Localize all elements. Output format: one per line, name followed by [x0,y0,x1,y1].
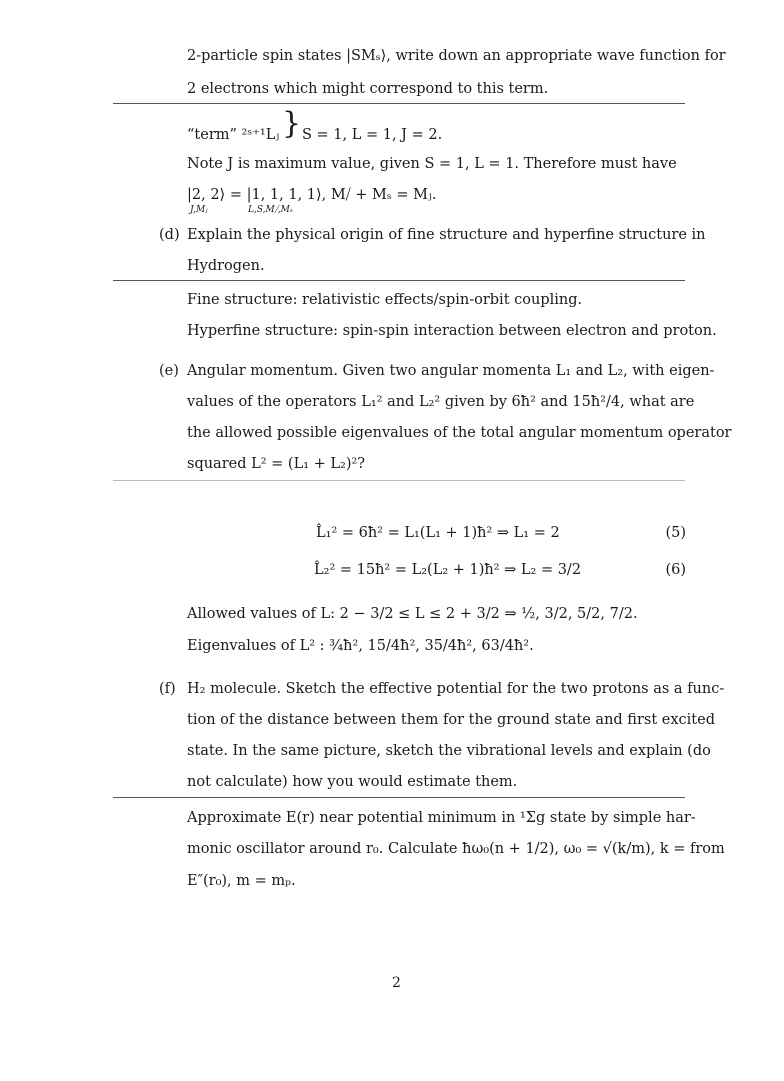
answer-e-allowed-values: Allowed values of L: 2 − 3/2 ≤ L ≤ 2 + 3/2 ⇒ ½, 3/2, 5/2, 7/2. [187,606,638,622]
question-d-line-1: Explain the physical origin of fine structure and hyperfine structure in [187,227,706,243]
answer-f-line-2: monic oscillator around r₀. Calculate ħω₀(n + 1/2), ω₀ = √(k/m), k = from [187,841,725,857]
answer-f-line-3: E″(r₀), m = mₚ. [187,873,296,889]
answer-f-line-1: Approximate E(r) near potential minimum in ¹Σg state by simple har- [187,810,696,826]
intro-line-2: 2 electrons which might correspond to this term. [187,81,549,97]
question-e-line-2: values of the operators L₁² and L₂² given by 6ħ² and 15ħ²/4, what are [187,394,695,410]
question-e-line-3: the allowed possible eigenvalues of the total angular momentum operator [187,425,732,441]
question-f-line-3: state. In the same picture, sketch the vibrational levels and explain (do [187,743,711,759]
question-f-line-1: H₂ molecule. Sketch the effective potential for the two protons as a func- [187,681,725,697]
section-rule [113,797,685,798]
equation-6-number: (6) [665,562,686,578]
answer-c-line-1: “term” ²ˢ⁺¹Lⱼ [187,127,280,143]
question-f-line-2: tion of the distance between them for the ground state and first excited [187,712,715,728]
equation-5: L̂₁² = 6ħ² = L₁(L₁ + 1)ħ² ⇒ L₁ = 2 [316,525,560,541]
question-e-line-4: squared L² = (L₁ + L₂)²? [187,456,366,472]
brace-glyph: } [282,106,302,141]
question-f-line-4: not calculate) how you would estimate them. [187,774,518,790]
intro-line-1: 2-particle spin states |SMₛ⟩, write down an appropriate wave function for [187,48,726,64]
question-d-label: (d) [159,227,180,243]
answer-c-line-2: Note J is maximum value, given S = 1, L = 1. Therefore must have [187,156,677,172]
equation-6: L̂₂² = 15ħ² = L₂(L₂ + 1)ħ² ⇒ L₂ = 3/2 [314,562,582,578]
section-rule [113,103,685,104]
answer-c-subscript-1: J,Mⱼ [190,205,208,215]
answer-d-line-2: Hyperfine structure: spin-spin interaction between electron and proton. [187,323,717,339]
question-e-line-1: Angular momentum. Given two angular momenta L₁ and L₂, with eigen- [187,363,715,379]
question-d-line-2: Hydrogen. [187,258,265,274]
page-number: 2 [392,975,401,991]
section-rule [113,480,685,481]
answer-e-eigenvalues: Eigenvalues of L² : ¾ħ², 15/4ħ², 35/4ħ², 63/4ħ². [187,638,534,654]
answer-c-line-3: |2, 2⟩ = |1, 1, 1, 1⟩, M⧸ + Mₛ = Mⱼ. [187,187,437,203]
question-f-label: (f) [159,681,176,697]
answer-c-line-1-rest: S = 1, L = 1, J = 2. [302,127,443,143]
equation-5-number: (5) [665,525,686,541]
question-e-label: (e) [159,363,179,379]
section-rule [113,280,685,281]
answer-c-subscript-2: L,S,M⧸,Mₛ [248,205,293,215]
answer-d-line-1: Fine structure: relativistic effects/spin-orbit coupling. [187,292,583,308]
